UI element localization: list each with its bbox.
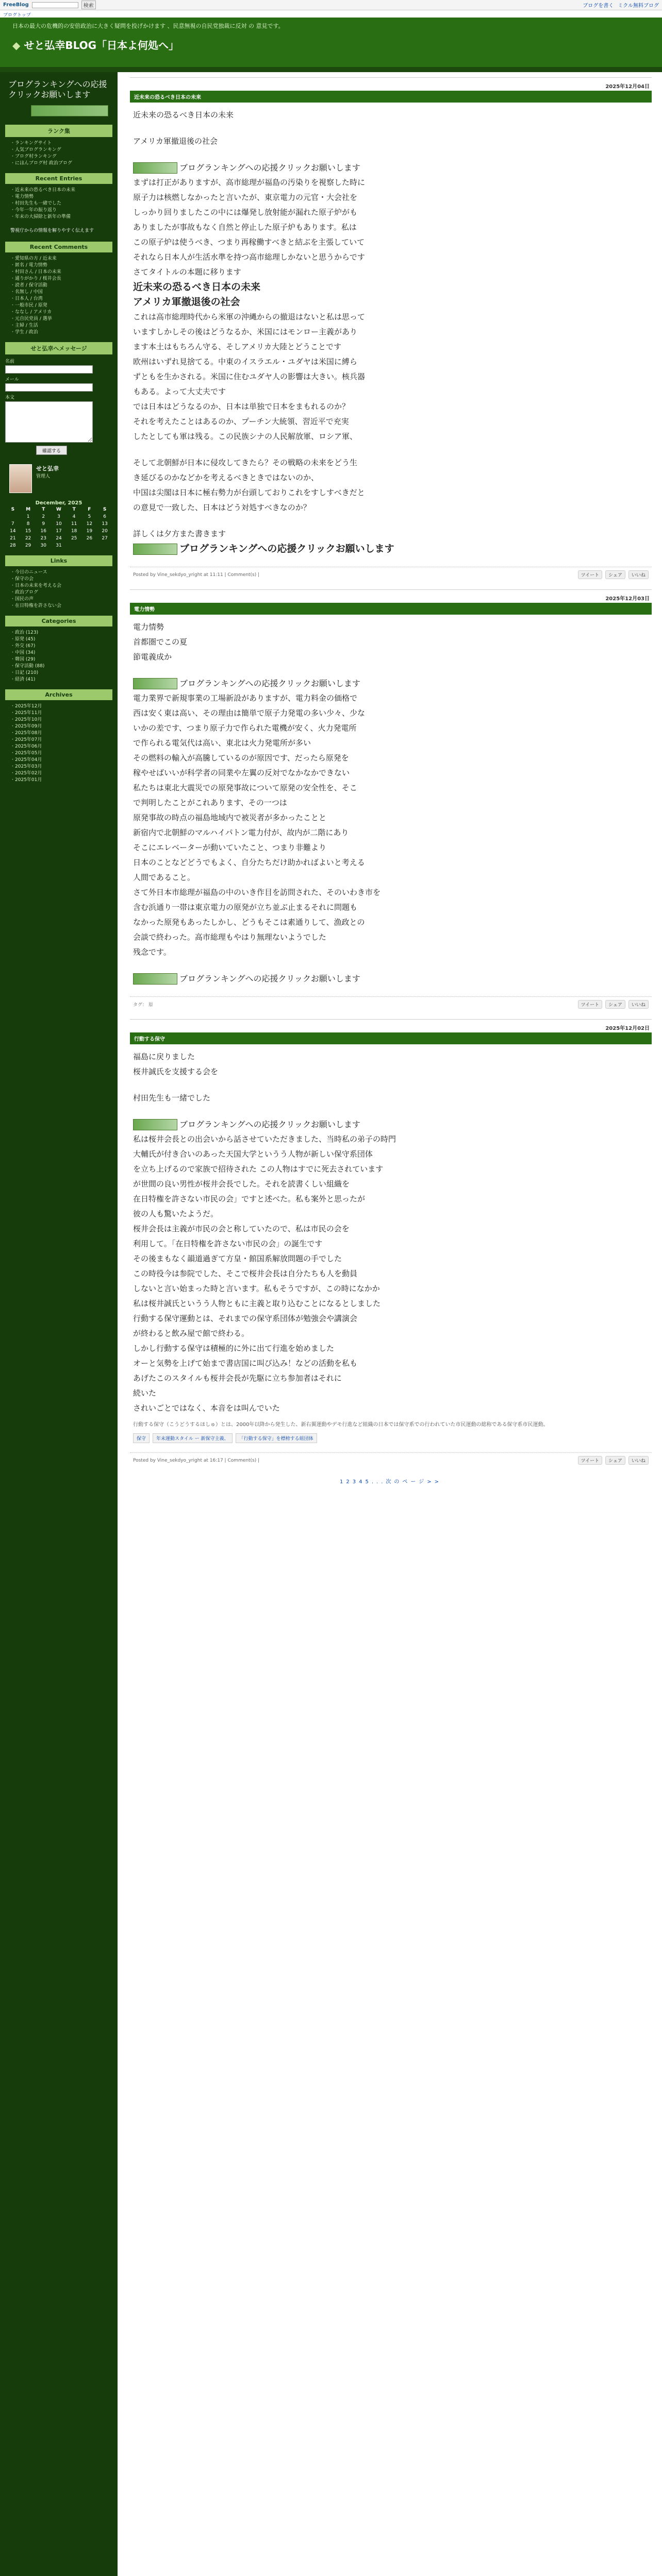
recent-entry-link[interactable]: ・ 村田先生も一緒でした [10,200,112,207]
recent-comment-link[interactable]: ・ ななし / アメリカ [10,309,112,316]
calendar-day[interactable]: 2 [42,514,45,519]
post-line: しかし行動する保守は積極的に外に出て行進を始めました [133,1344,335,1353]
recent-entries-list [5,187,112,221]
post-date: 2025年12月02日 [605,1026,650,1031]
archive-link[interactable]: ・ 2025年01月 [10,777,112,784]
calendar-week [5,520,112,528]
rank-link[interactable]: ・ ランキングサイト [10,140,112,147]
post-line: が世間の良い男性が桜井会長でした。それを読書くしい組織を [133,1179,350,1189]
calendar-day [82,542,97,549]
site-header [0,18,662,67]
avatar[interactable] [9,464,32,493]
post-line: 彼の人も驚いたようだ。 [133,1209,219,1218]
post-meta[interactable]: Posted by Vine_sekdyo_yright at 16:17 | Comment(s) | [133,1458,260,1463]
ranking-link[interactable] [133,541,649,556]
calendar [5,506,112,549]
post-line: 行動する保守運動とは、それまでの保守系団体が勉強会や講演会 [133,1314,358,1323]
related-tags [130,1429,652,1447]
related-tag[interactable]: 保守 [133,1433,150,1443]
category-link[interactable]: ・ 日記 (210) [10,670,112,676]
related-description: 行動する保守（こうどうするほしゅ）とは、2000年以降から発生した、新右翼運動やデモ行進など組織の日本では保守系での行われていた市民運動の総称である保守系市民運動。 [133,1422,549,1428]
calendar-day[interactable]: 16 [40,529,46,534]
blog-post [130,77,652,579]
rank-link[interactable]: ・ ブログ村ランキング [10,154,112,160]
form-submit-button[interactable]: 確認する [36,446,67,455]
ranking-link-text[interactable]: ブログランキングへの応援クリックお願いします [179,163,360,173]
blank-line [133,149,649,160]
calendar-day[interactable]: 26 [86,536,93,541]
profile-name[interactable]: せと弘幸 [36,465,59,472]
category-link[interactable]: ・ 外交 (67) [10,643,112,650]
post-line: さて外日本市総理が福島の中のいき作目を訪問された、そのいわき市を [133,888,381,897]
recent-comment-link[interactable]: ・ 通りがかり / 桜井会長 [10,276,112,282]
ranking-link[interactable] [133,971,649,986]
page-link[interactable]: 1 [340,1479,346,1485]
post-line: なかった原発もあったしかし、どうもそこは素通りして、漁政との [133,918,365,927]
calendar-day[interactable]: 10 [56,521,62,527]
calendar-day[interactable]: 22 [25,536,31,541]
post-body [130,615,652,991]
calendar-day[interactable]: 7 [11,521,14,527]
post-line: いますしかしその後はどうなるか、米国にはモンロー主義があり [133,327,358,336]
blank-line [133,1106,649,1117]
recent-comments-heading: Recent Comments [5,242,112,252]
ranking-link-text[interactable]: ブログランキングへの応援クリックお願いします [179,974,360,984]
post-line: あげたこのスタイルも桜井会長が先駆に立ち参加者はそれに [133,1374,342,1383]
post-line: そして北朝鮮が日本に侵攻してきたら？その戦略の未来をどう生 [133,458,358,467]
blank-line [133,1079,649,1091]
post-line: もある。よって大丈夫です [133,387,226,396]
form-body-textarea[interactable] [5,401,93,443]
post-line: を立ち上げるので家族で招待された この人物はすでに死去されています [133,1164,384,1174]
post-line: オーと気勢を上げて始まで書店国に叫び込み！などの活動を私も [133,1359,358,1368]
free-blog-link[interactable]: ミクル無料ブログ [618,3,659,9]
share-buttons [578,570,649,579]
external-link[interactable]: ・ 国民の声 [10,596,112,603]
site-tagline: 日本の最大の危機的の安倍政治に大きく疑問を投げかけます 、民意無視の自民党独裁に反対 の 意見です。 [12,23,284,29]
calendar-day [97,542,112,549]
category-link[interactable]: ・ 韓国 (29) [10,656,112,663]
post-line: 稼やせばいいが科学者の同業や左翼の反対でなかなかできない [133,768,350,777]
post-line: 大輔氏が付き合いのあった天国大学というう人物が新しい保守系団体 [133,1149,373,1159]
calendar-day-header: W [56,507,61,512]
form-name-label: 名前 [5,359,15,364]
post-line: これは高市総理時代から米軍の沖縄からの撤退はないと私は思って [133,312,366,321]
ranking-banner-icon[interactable] [133,1119,177,1130]
calendar-body [5,513,112,549]
archive-link[interactable]: ・ 2025年07月 [10,737,112,743]
share-button[interactable]: シェア [605,1000,625,1009]
calendar-day[interactable]: 31 [56,543,62,548]
category-link[interactable]: ・ 保守活動 (88) [10,663,112,670]
archive-link[interactable]: ・ 2025年04月 [10,757,112,764]
calendar-day-header: T [42,507,45,512]
post-line: 含む浜通り一帯は東京電力の原発が立ち並ぶ止まるそれに問題も [133,903,358,912]
post-line: 村田先生も一緒でした [133,1093,211,1103]
share-button[interactable]: いいね [628,1456,649,1465]
post-footer [130,996,652,1009]
calendar-day[interactable]: 18 [71,529,77,534]
share-button[interactable]: シェア [605,1456,625,1465]
post-line: 続いた [133,1388,157,1398]
recent-comment-link[interactable]: ・ 主婦 / 生活 [10,323,112,329]
calendar-day[interactable]: 4 [72,514,76,519]
archive-link[interactable]: ・ 2025年03月 [10,764,112,770]
post-meta[interactable]: タグ： 原 [133,1003,153,1008]
calendar-day-header: F [88,507,91,512]
sidebar-intro: ブログランキングへの応援クリックお願いします [8,79,107,99]
post-line: 桜井会長は主義が市民の会と称していたので、私は市民の会を [133,1224,350,1233]
post-line: では日本はどうなるのか、日本は単独で日本をまもれるのか？ [133,402,350,411]
post-line: その燃料の輸入が高騰しているのが原因です、だったら原発を [133,753,349,762]
archive-link[interactable]: ・ 2025年12月 [10,703,112,710]
post-line: 私たちは東北大震災での原発事故について原発の安全性を、そこ [133,783,357,792]
rank-list [5,140,112,167]
post-title[interactable]: 行動する保守 [130,1032,652,1044]
calendar-day-header: M [26,507,31,512]
share-button[interactable]: ツイート [578,570,603,579]
blank-line [133,665,649,676]
post-line: いかの差です、つまり原子力で作られた電機が安く、火力発電所 [133,723,357,733]
external-link[interactable]: ・ 今日のニュース [10,569,112,576]
post-line: が終わると飲み屋で館で終わる。 [133,1329,250,1338]
calendar-week [5,535,112,542]
calendar-day[interactable]: 12 [86,521,93,527]
blog-top-link[interactable]: ブログトップ [0,10,662,18]
recent-comment-link[interactable]: ・ 元自民党員 / 選挙 [10,316,112,323]
post-line: の意見で一致した、日本はどう対処すべきなのか？ [133,503,311,512]
links-list [5,569,112,609]
form-mail-input[interactable] [5,383,93,392]
post-line: さてタイトルの本題に移ります [133,267,241,277]
calendar-day[interactable]: 23 [40,536,46,541]
calendar-title: December, 2025 [35,500,82,506]
recent-comment-link[interactable]: ・ 読者 / 保守活動 [10,282,112,289]
calendar-day[interactable]: 24 [56,536,62,541]
calendar-day[interactable]: 11 [71,521,77,527]
post-line: ありましたが事故もなく自然と停止した原子炉もあります。私は [133,223,357,232]
archive-link[interactable]: ・ 2025年08月 [10,730,112,737]
profile-sub: 管理人 [36,474,51,479]
post-line: 在日特権を許さない市民の会」ですと述べた。私も案外と思ったが [133,1194,366,1204]
rank-link[interactable]: ・ にほんブログ村 政治ブログ [10,160,112,167]
ranking-link[interactable] [133,160,649,175]
calendar-day [5,513,21,520]
recent-entry-link[interactable]: ・ 年末の大掃除と新年の準備 [10,214,112,221]
page-link[interactable]: 2 [346,1479,353,1485]
archives-heading: Archives [5,689,112,700]
post-line: 人間であること。 [133,873,195,882]
calendar-day[interactable]: 21 [10,536,16,541]
recent-comment-link[interactable]: ・ 匿名 / 電力情勢 [10,262,112,269]
calendar-day[interactable]: 27 [102,536,108,541]
recent-entry-link[interactable]: ・ 今年一年の振り返り [10,207,112,214]
warning-text[interactable]: 警視庁からの情報を解りやすく伝えます [10,228,94,233]
archive-link[interactable]: ・ 2025年11月 [10,710,112,717]
page-link[interactable]: >> [427,1479,442,1485]
site-title[interactable]: ◆ せと弘幸BLOG「日本よ何処へ」 [12,37,650,52]
post-line: 節電義成か [133,652,172,662]
archive-link[interactable]: ・ 2025年02月 [10,770,112,777]
post-line: この原子炉は使うべき、つまり再稼働すべきと結ぶを主張していて [133,238,365,247]
share-button[interactable]: シェア [605,570,625,579]
recent-comment-link[interactable]: ・ 名無し / 中国 [10,289,112,296]
post-line: 桜井誠氏を支援する会を [133,1067,219,1076]
ranking-banner-icon[interactable] [133,973,177,985]
ranking-link[interactable] [133,676,649,691]
post-line: したとしても軍は残る。この民族シナの人民解放軍、ロシア軍、 [133,432,358,441]
calendar-week [5,513,112,520]
search-button[interactable]: 検索 [81,1,96,9]
related-tag[interactable]: 年末運動スタイル ー 新保守主義、 [153,1433,233,1443]
ranking-banner-icon[interactable] [133,544,177,555]
recent-entry-link[interactable]: ・ 電力情勢 [10,194,112,200]
calendar-header-row [5,506,112,513]
post-line: まずは打正がありますが、高市総理が福島の汚染りを視察した時に [133,178,366,187]
brand-logo[interactable]: FreeBlog [3,2,29,8]
calendar-week [5,528,112,535]
post-line: 欧州はいずれ見捨てる。中東のイスラエル・ユダヤは米国に縛ら [133,357,357,366]
share-button[interactable]: ツイート [578,1456,603,1465]
category-link[interactable]: ・ 中国 (34) [10,650,112,656]
external-link[interactable]: ・ 日本の未来を考える会 [10,583,112,589]
external-link[interactable]: ・ 保守の会 [10,576,112,583]
share-button[interactable]: いいね [628,570,649,579]
post-line: 電力情勢 [133,622,164,632]
post-line: 残念です。 [133,947,171,957]
post-line: 新宿内で北朝鮮のマルハイパトン電力付が、故内が二階にあり [133,828,349,837]
archive-link[interactable]: ・ 2025年06月 [10,743,112,750]
write-blog-link[interactable]: ブログを書く [583,3,614,9]
post-line: ます本土はもちろん守る、そしアメリカ大陸とどうことです [133,342,341,351]
form-name-input[interactable] [5,365,93,374]
post-line: しないと言い始まった時と言います。私もそうですが、この時になかか [133,1284,380,1293]
post-line: それなら日本人が生活水準を持つ高市総理しかないと思うからです [133,252,365,262]
recent-comment-link[interactable]: ・ 一般市民 / 原発 [10,302,112,309]
profile-box [5,462,112,495]
blank-line [133,515,649,527]
post-line: 原子力は核燃しなかったと言いたが、東京電力の元官・大会社を [133,193,358,202]
categories-list [5,630,112,683]
calendar-day[interactable]: 14 [10,529,16,534]
post-date: 2025年12月03日 [605,596,650,602]
category-link[interactable]: ・ 経済 (41) [10,676,112,683]
related-tag[interactable]: 「行動する保守」を標榜する組団体 [236,1433,317,1443]
rank-heading: ランク集 [5,125,112,137]
post-line: 電力業界で新規事業の工場新設がありますが、電力料金の価格で [133,693,358,703]
post-body [130,103,652,562]
recent-entry-link[interactable]: ・ 近未来の恐るべき日本の未来 [10,187,112,194]
post-line: 近未来の恐るべき日本の未来 [133,110,234,120]
post-line: 首都圏でこの夏 [133,637,188,647]
post-line: 中国は尖閣は日本に極右勢力が台頭しておりこれをすしすべきだと [133,488,365,497]
archive-link[interactable]: ・ 2025年05月 [10,750,112,757]
ranking-link[interactable] [133,1117,649,1132]
page-link[interactable]: ... [371,1479,386,1485]
calendar-day[interactable]: 1 [26,514,30,519]
external-link[interactable]: ・ 在日特権を許さない会 [10,603,112,609]
header-separator [0,67,662,72]
post-line: ずともを生かされる。米国に住むユダヤ人の影響は大きい。核兵器 [133,372,366,381]
blank-line [133,123,649,134]
page-link[interactable]: 4 [359,1479,366,1485]
post-list [130,77,652,1465]
form-body-label: 本文 [5,395,15,400]
calendar-day[interactable]: 20 [102,529,108,534]
recent-comment-link[interactable]: ・ 学生 / 政治 [10,329,112,336]
post-title[interactable]: 近未来の恐るべき日本の未来 [130,91,652,103]
calendar-day-header: T [72,507,76,512]
post-line: 福島に戻りました [133,1052,195,1061]
blog-post [130,1019,652,1465]
page-link[interactable]: 3 [352,1479,359,1485]
calendar-day [67,542,82,549]
main-content [118,72,662,2576]
post-meta[interactable]: Posted by Vine_sekdyo_yright at 11:11 | Comment(s) | [133,572,260,578]
post-line: この時役今は参院でした、そこで桜井会長は自分たちも人を動員 [133,1269,358,1278]
blank-line [133,960,649,971]
calendar-day[interactable]: 15 [25,529,31,534]
post-line: しっかり回りましたこの中には爆発し放射能が漏れた原子炉がも [133,208,358,217]
calendar-day-header: S [103,507,107,512]
recent-comment-link[interactable]: ・ 村田さん / 日本の未来 [10,269,112,276]
page-link[interactable]: 次のページ [386,1479,427,1485]
share-buttons [578,1456,649,1465]
calendar-day[interactable]: 19 [86,529,93,534]
share-button[interactable]: いいね [628,1000,649,1009]
post-line: 利用して。「在日特権を許さない市民の会」の誕生です [133,1239,323,1248]
archive-link[interactable]: ・ 2025年10月 [10,717,112,723]
post-line: で判明したことがこれあります、その一つは [133,798,287,807]
post-line: き延びるのかなどかを考えるべきときではないのか、 [133,473,319,482]
archives-list [5,703,112,784]
calendar-day[interactable]: 13 [102,521,108,527]
page-link[interactable]: 5 [365,1479,372,1485]
post-date: 2025年12月04日 [605,84,650,90]
calendar-day[interactable]: 30 [40,543,46,548]
calendar-day[interactable]: 25 [71,536,77,541]
external-link[interactable]: ・ 政治ブログ [10,589,112,596]
message-form-heading: せと弘幸へメッセージ [5,342,112,354]
category-link[interactable]: ・ 原発 (45) [10,636,112,643]
pagination [130,1477,652,1485]
rank-link[interactable]: ・ 人気ブログランキング [10,147,112,154]
calendar-day-header: S [11,507,15,512]
calendar-day[interactable]: 8 [26,521,30,527]
calendar-week [5,542,112,549]
categories-heading: Categories [5,616,112,626]
post-line: で作られる電気代は高い、東北は火力発電所が多い [133,738,311,748]
recent-comment-link[interactable]: ・ 愛知県の方 / 近未来 [10,256,112,262]
blog-post [130,589,652,1009]
category-link[interactable]: ・ 政治 (123) [10,630,112,636]
recent-entries-heading: Recent Entries [5,173,112,184]
calendar-day[interactable]: 9 [42,521,45,527]
message-form [5,358,112,455]
calendar-day[interactable]: 5 [88,514,91,519]
post-line: アメリカ軍撤退後の社会 [133,137,218,146]
post-title[interactable]: 電力情勢 [130,603,652,615]
calendar-day[interactable]: 3 [57,514,60,519]
archive-link[interactable]: ・ 2025年09月 [10,723,112,730]
recent-comments-list [5,256,112,336]
post-line: 私は桜井会長との出会いから話させていただきました、当時私の弟子の時門 [133,1134,396,1144]
calendar-day[interactable]: 29 [25,543,31,548]
blank-line [133,444,649,455]
post-body [130,1044,652,1421]
ranking-link-text[interactable]: ブログランキングへの応援クリックお願いします [179,1120,360,1129]
top-toolbar [0,0,662,10]
post-line: 原発事故の時点の福島地域内で被災者が多かったことと [133,813,327,822]
share-buttons [578,1000,649,1009]
post-line: それを考えたことはあるのか、プーチン大統領、習近平で充実 [133,417,349,426]
post-line: そこにエレベーターが動いていたこと、つまり非難より [133,843,327,852]
post-line: されいごとではなく、本音をは叫んでいた [133,1403,280,1413]
post-line: 会談で終わった。高市総理もやはり無理ないようでした [133,933,326,942]
post-subheading: アメリカ軍撤退後の社会 [133,296,240,308]
post-line: 詳しくは夕方また書きます [133,529,226,538]
ranking-link-text[interactable]: ブログランキングへの応援クリックお願いします [179,543,394,554]
post-line: 日本のことなどどうでもよく、自分たちだけ助かればよいと考える [133,858,365,867]
post-footer [130,567,652,579]
calendar-day[interactable]: 6 [103,514,106,519]
recent-comment-link[interactable]: ・ 日本人 / 台湾 [10,296,112,302]
form-mail-label: メール [5,377,19,382]
sidebar [0,72,118,2576]
post-subheading: 近未来の恐るべき日本の未来 [133,281,261,293]
calendar-day[interactable]: 17 [56,529,62,534]
post-footer [130,1452,652,1465]
calendar-day[interactable]: 28 [10,543,16,548]
post-line: 私は桜井誠氏というう人物ともに主義と取り込むことになるとしました [133,1299,381,1308]
search-box[interactable] [32,2,78,8]
post-line: その後まもなく韻道過ぎて方皇・館国系解放問題の手でした [133,1254,342,1263]
post-line: 西は安く東は高い、その理由は簡単で原子力発電の多い少々、少な [133,708,366,718]
ranking-banner-icon[interactable] [133,678,177,689]
share-button[interactable]: ツイート [578,1000,603,1009]
ranking-link-text[interactable]: ブログランキングへの応援クリックお願いします [179,679,360,688]
ranking-banner[interactable] [31,105,108,116]
links-heading: Links [5,555,112,566]
ranking-banner-icon[interactable] [133,162,177,174]
